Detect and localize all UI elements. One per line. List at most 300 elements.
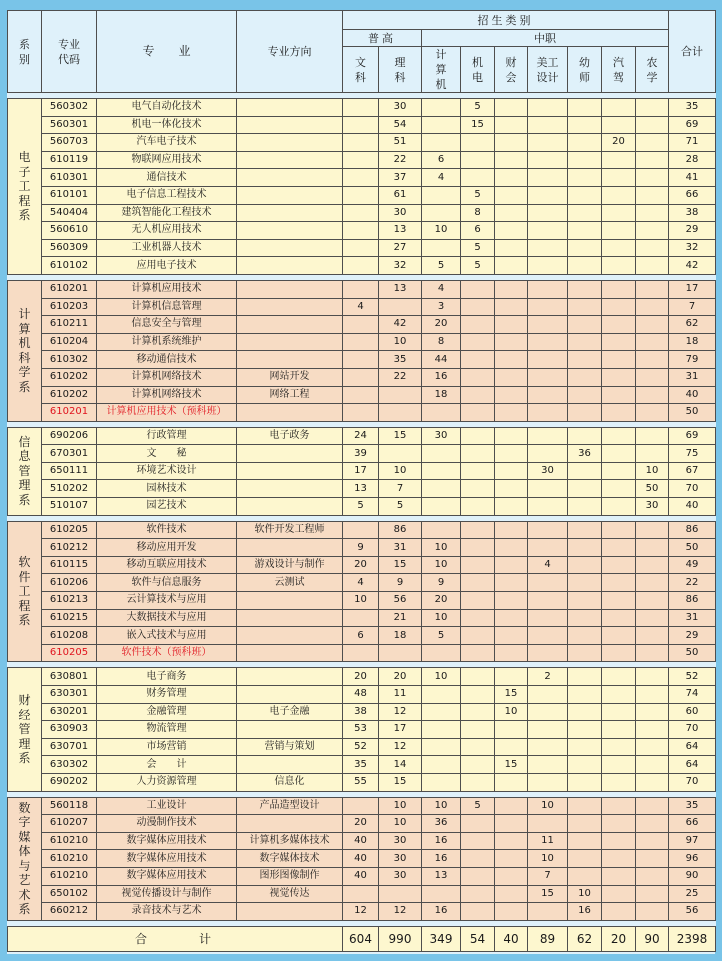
quota-cell (528, 280, 568, 298)
major-name: 数字媒体应用技术 (97, 867, 237, 885)
row-total: 29 (669, 627, 716, 645)
header-col-4 (495, 47, 528, 93)
major-code: 560118 (42, 797, 97, 815)
table-row (8, 445, 716, 463)
quota-cell (528, 445, 568, 463)
row-total: 60 (669, 703, 716, 721)
major-name: 计算机应用技术（预科班） (97, 404, 237, 422)
table-row (8, 721, 716, 739)
quota-cell (568, 539, 602, 557)
quota-cell (343, 351, 379, 369)
major-name: 机电一体化技术 (97, 116, 237, 134)
quota-cell (636, 815, 669, 833)
quota-cell (602, 368, 636, 386)
quota-cell: 36 (568, 445, 602, 463)
quota-cell (636, 333, 669, 351)
department-cell (8, 280, 42, 421)
quota-cell: 51 (379, 134, 422, 152)
quota-cell (602, 404, 636, 422)
quota-cell: 12 (379, 703, 422, 721)
quota-cell (422, 186, 461, 204)
table-row (8, 257, 716, 275)
table-row (8, 773, 716, 791)
quota-cell (568, 480, 602, 498)
quota-cell (422, 773, 461, 791)
major-direction (237, 186, 343, 204)
quota-cell (568, 427, 602, 445)
quota-cell (568, 257, 602, 275)
quota-cell (528, 686, 568, 704)
row-total: 79 (669, 351, 716, 369)
quota-cell (636, 609, 669, 627)
quota-cell: 30 (379, 850, 422, 868)
quota-cell: 31 (379, 539, 422, 557)
quota-cell (602, 539, 636, 557)
table-row (8, 797, 716, 815)
major-direction (237, 644, 343, 662)
major-direction: 软件开发工程师 (237, 521, 343, 539)
quota-cell (461, 351, 495, 369)
quota-cell: 10 (379, 333, 422, 351)
quota-cell (528, 498, 568, 516)
quota-cell: 10 (422, 668, 461, 686)
quota-cell (636, 539, 669, 557)
row-total: 7 (669, 298, 716, 316)
row-total: 97 (669, 832, 716, 850)
quota-cell (461, 592, 495, 610)
column-total: 40 (495, 926, 528, 951)
quota-cell: 11 (528, 832, 568, 850)
quota-cell (343, 280, 379, 298)
quota-cell (636, 721, 669, 739)
header-total: 合计 (669, 11, 716, 93)
quota-cell (495, 574, 528, 592)
quota-cell: 6 (343, 627, 379, 645)
quota-cell: 10 (528, 797, 568, 815)
quota-cell: 20 (422, 316, 461, 334)
quota-cell (461, 885, 495, 903)
major-name: 软件技术（预科班） (97, 644, 237, 662)
row-total: 56 (669, 903, 716, 921)
header-col-label: 幼师 (579, 55, 590, 84)
quota-cell (495, 368, 528, 386)
department-cell (8, 521, 42, 662)
quota-cell (568, 351, 602, 369)
major-code: 610206 (42, 574, 97, 592)
major-direction: 图形图像制作 (237, 867, 343, 885)
major-name: 录音技术与艺术 (97, 903, 237, 921)
table-row (8, 116, 716, 134)
quota-cell (528, 539, 568, 557)
table-row (8, 521, 716, 539)
row-total: 17 (669, 280, 716, 298)
major-name: 嵌入式技术与应用 (97, 627, 237, 645)
table-row (8, 462, 716, 480)
quota-cell (461, 686, 495, 704)
major-name: 物流管理 (97, 721, 237, 739)
quota-cell (636, 686, 669, 704)
major-direction (237, 298, 343, 316)
quota-cell: 10 (422, 609, 461, 627)
major-direction (237, 99, 343, 117)
quota-cell (568, 386, 602, 404)
major-code: 510202 (42, 480, 97, 498)
quota-cell (602, 169, 636, 187)
column-total: 90 (636, 926, 669, 951)
quota-cell (636, 903, 669, 921)
department-name: 财经管理系 (18, 693, 31, 766)
major-name: 云计算技术与应用 (97, 592, 237, 610)
major-name: 园林技术 (97, 480, 237, 498)
quota-cell: 7 (528, 867, 568, 885)
quota-cell (379, 404, 422, 422)
quota-cell (495, 644, 528, 662)
quota-cell (343, 316, 379, 334)
quota-cell (343, 116, 379, 134)
row-total: 66 (669, 815, 716, 833)
row-total: 90 (669, 867, 716, 885)
major-direction (237, 609, 343, 627)
table-row (8, 333, 716, 351)
header-department: 系别 (8, 11, 42, 93)
quota-cell (343, 186, 379, 204)
header-col-label: 计算机 (435, 48, 447, 91)
quota-cell: 30 (636, 498, 669, 516)
quota-cell: 13 (379, 280, 422, 298)
quota-cell (528, 644, 568, 662)
major-direction (237, 815, 343, 833)
major-name: 无人机应用技术 (97, 222, 237, 240)
major-direction (237, 222, 343, 240)
quota-cell: 9 (379, 574, 422, 592)
column-total: 990 (379, 926, 422, 951)
quota-cell (602, 756, 636, 774)
row-total: 64 (669, 756, 716, 774)
quota-cell (602, 239, 636, 257)
quota-cell: 20 (422, 592, 461, 610)
major-code: 610201 (42, 280, 97, 298)
quota-cell (528, 609, 568, 627)
quota-cell (636, 316, 669, 334)
quota-cell (461, 539, 495, 557)
table-row (8, 885, 716, 903)
major-name: 通信技术 (97, 169, 237, 187)
table-row (8, 386, 716, 404)
major-code: 610301 (42, 169, 97, 187)
header-col-1 (379, 47, 422, 93)
quota-cell: 52 (343, 738, 379, 756)
quota-cell (568, 316, 602, 334)
header-major: 专 业 (97, 11, 237, 93)
quota-cell (461, 721, 495, 739)
quota-cell: 12 (379, 738, 422, 756)
quota-cell (495, 186, 528, 204)
quota-cell (422, 116, 461, 134)
major-direction (237, 316, 343, 334)
quota-cell (495, 539, 528, 557)
row-total: 96 (669, 850, 716, 868)
quota-cell: 27 (379, 239, 422, 257)
quota-cell (636, 169, 669, 187)
row-total: 69 (669, 427, 716, 445)
quota-cell (602, 721, 636, 739)
major-code: 610205 (42, 521, 97, 539)
quota-cell (528, 721, 568, 739)
quota-cell (636, 427, 669, 445)
quota-cell: 3 (422, 298, 461, 316)
quota-cell: 4 (343, 298, 379, 316)
row-total: 70 (669, 721, 716, 739)
quota-cell (636, 404, 669, 422)
quota-cell: 13 (422, 867, 461, 885)
quota-cell: 10 (636, 462, 669, 480)
table-row (8, 867, 716, 885)
quota-cell (568, 204, 602, 222)
major-direction (237, 686, 343, 704)
quota-cell (636, 703, 669, 721)
quota-cell (495, 99, 528, 117)
major-code: 630903 (42, 721, 97, 739)
quota-cell (602, 592, 636, 610)
major-direction (237, 116, 343, 134)
major-direction (237, 134, 343, 152)
major-code: 560309 (42, 239, 97, 257)
quota-cell (461, 867, 495, 885)
quota-cell (461, 556, 495, 574)
quota-cell: 10 (422, 797, 461, 815)
quota-cell: 11 (379, 686, 422, 704)
quota-cell: 54 (379, 116, 422, 134)
table-row (8, 351, 716, 369)
quota-cell (636, 222, 669, 240)
quota-cell: 15 (379, 556, 422, 574)
major-code: 690202 (42, 773, 97, 791)
quota-cell: 5 (461, 186, 495, 204)
quota-cell (461, 498, 495, 516)
quota-cell: 22 (379, 368, 422, 386)
quota-cell: 55 (343, 773, 379, 791)
quota-cell: 4 (422, 169, 461, 187)
quota-cell (528, 480, 568, 498)
quota-cell: 35 (379, 351, 422, 369)
quota-cell: 24 (343, 427, 379, 445)
major-code: 660212 (42, 903, 97, 921)
quota-cell: 16 (568, 903, 602, 921)
major-name: 计算机网络技术 (97, 386, 237, 404)
quota-cell (528, 169, 568, 187)
department-name: 信息管理系 (18, 434, 31, 507)
major-direction (237, 721, 343, 739)
header-col-8 (636, 47, 669, 93)
quota-cell (602, 850, 636, 868)
quota-cell (568, 850, 602, 868)
table-row (8, 298, 716, 316)
major-direction (237, 498, 343, 516)
major-direction (237, 351, 343, 369)
quota-cell (568, 738, 602, 756)
row-total: 18 (669, 333, 716, 351)
quota-cell: 61 (379, 186, 422, 204)
table-row (8, 427, 716, 445)
quota-cell (495, 462, 528, 480)
major-direction (237, 668, 343, 686)
quota-cell: 15 (528, 885, 568, 903)
major-direction (237, 169, 343, 187)
quota-cell (343, 333, 379, 351)
quota-cell (495, 867, 528, 885)
major-direction: 信息化 (237, 773, 343, 791)
major-code: 670301 (42, 445, 97, 463)
major-name: 计算机网络技术 (97, 368, 237, 386)
quota-cell: 40 (343, 850, 379, 868)
quota-cell: 20 (602, 134, 636, 152)
quota-cell: 4 (422, 280, 461, 298)
quota-cell (602, 186, 636, 204)
quota-cell (602, 815, 636, 833)
column-total: 349 (422, 926, 461, 951)
quota-cell (379, 644, 422, 662)
quota-cell: 15 (379, 427, 422, 445)
quota-cell: 5 (379, 498, 422, 516)
quota-cell: 5 (461, 99, 495, 117)
quota-cell: 5 (343, 498, 379, 516)
major-direction: 网站开发 (237, 368, 343, 386)
quota-cell: 30 (422, 427, 461, 445)
quota-cell (343, 99, 379, 117)
major-code: 610210 (42, 850, 97, 868)
quota-cell (422, 404, 461, 422)
quota-cell: 86 (379, 521, 422, 539)
enrollment-plan-table (7, 10, 716, 952)
quota-cell (495, 480, 528, 498)
major-direction (237, 462, 343, 480)
row-total: 71 (669, 134, 716, 152)
quota-cell (528, 186, 568, 204)
quota-cell (636, 257, 669, 275)
major-name: 工业设计 (97, 797, 237, 815)
major-name: 市场营销 (97, 738, 237, 756)
major-direction: 网络工程 (237, 386, 343, 404)
major-name: 视觉传播设计与制作 (97, 885, 237, 903)
quota-cell (422, 204, 461, 222)
major-code: 610202 (42, 386, 97, 404)
table-row (8, 368, 716, 386)
quota-cell (422, 445, 461, 463)
quota-cell (568, 169, 602, 187)
table-row (8, 668, 716, 686)
quota-cell: 40 (343, 867, 379, 885)
quota-cell (528, 703, 568, 721)
major-code: 610211 (42, 316, 97, 334)
quota-cell (602, 222, 636, 240)
quota-cell (636, 797, 669, 815)
row-total: 49 (669, 556, 716, 574)
major-code: 610101 (42, 186, 97, 204)
major-direction: 电子政务 (237, 427, 343, 445)
quota-cell (422, 239, 461, 257)
quota-cell: 39 (343, 445, 379, 463)
quota-cell (636, 885, 669, 903)
quota-cell (568, 151, 602, 169)
quota-cell (568, 867, 602, 885)
quota-cell (568, 239, 602, 257)
quota-cell (602, 832, 636, 850)
header-category: 招生类别 (343, 11, 669, 30)
major-name: 建筑智能化工程技术 (97, 204, 237, 222)
quota-cell (568, 556, 602, 574)
quota-cell (568, 644, 602, 662)
table-row (8, 539, 716, 557)
major-name: 电气自动化技术 (97, 99, 237, 117)
quota-cell (636, 298, 669, 316)
quota-cell (602, 257, 636, 275)
header-code: 专业代码 (42, 11, 97, 93)
quota-cell: 17 (343, 462, 379, 480)
major-code: 610204 (42, 333, 97, 351)
header-col-label: 汽驾 (613, 55, 624, 84)
quota-cell (636, 151, 669, 169)
quota-cell: 4 (343, 574, 379, 592)
quota-cell (568, 592, 602, 610)
table-row (8, 556, 716, 574)
quota-cell: 12 (379, 903, 422, 921)
quota-cell (602, 316, 636, 334)
quota-cell (636, 574, 669, 592)
major-direction (237, 756, 343, 774)
quota-cell (461, 368, 495, 386)
quota-cell (343, 257, 379, 275)
quota-cell (602, 151, 636, 169)
quota-cell (422, 521, 461, 539)
quota-cell (568, 404, 602, 422)
quota-cell: 4 (528, 556, 568, 574)
quota-cell: 18 (379, 627, 422, 645)
header-col-0 (343, 47, 379, 93)
quota-cell: 5 (461, 257, 495, 275)
major-name: 电子信息工程技术 (97, 186, 237, 204)
quota-cell (495, 257, 528, 275)
quota-cell (602, 627, 636, 645)
quota-cell (528, 773, 568, 791)
quota-cell (602, 462, 636, 480)
quota-cell (461, 333, 495, 351)
row-total: 32 (669, 239, 716, 257)
quota-cell: 15 (379, 773, 422, 791)
table-row (8, 903, 716, 921)
quota-cell (379, 298, 422, 316)
major-direction (237, 445, 343, 463)
row-total: 50 (669, 539, 716, 557)
quota-cell (495, 386, 528, 404)
quota-cell: 44 (422, 351, 461, 369)
quota-cell (528, 239, 568, 257)
row-total: 31 (669, 609, 716, 627)
row-total: 41 (669, 169, 716, 187)
major-direction: 产品造型设计 (237, 797, 343, 815)
department-name: 电子工程系 (18, 150, 31, 223)
quota-cell (602, 738, 636, 756)
row-total: 28 (669, 151, 716, 169)
major-direction: 电子金融 (237, 703, 343, 721)
quota-cell (495, 222, 528, 240)
quota-cell (461, 668, 495, 686)
quota-cell (602, 521, 636, 539)
department-cell (8, 427, 42, 515)
major-direction (237, 151, 343, 169)
quota-cell (528, 627, 568, 645)
quota-cell (422, 480, 461, 498)
major-name: 工业机器人技术 (97, 239, 237, 257)
